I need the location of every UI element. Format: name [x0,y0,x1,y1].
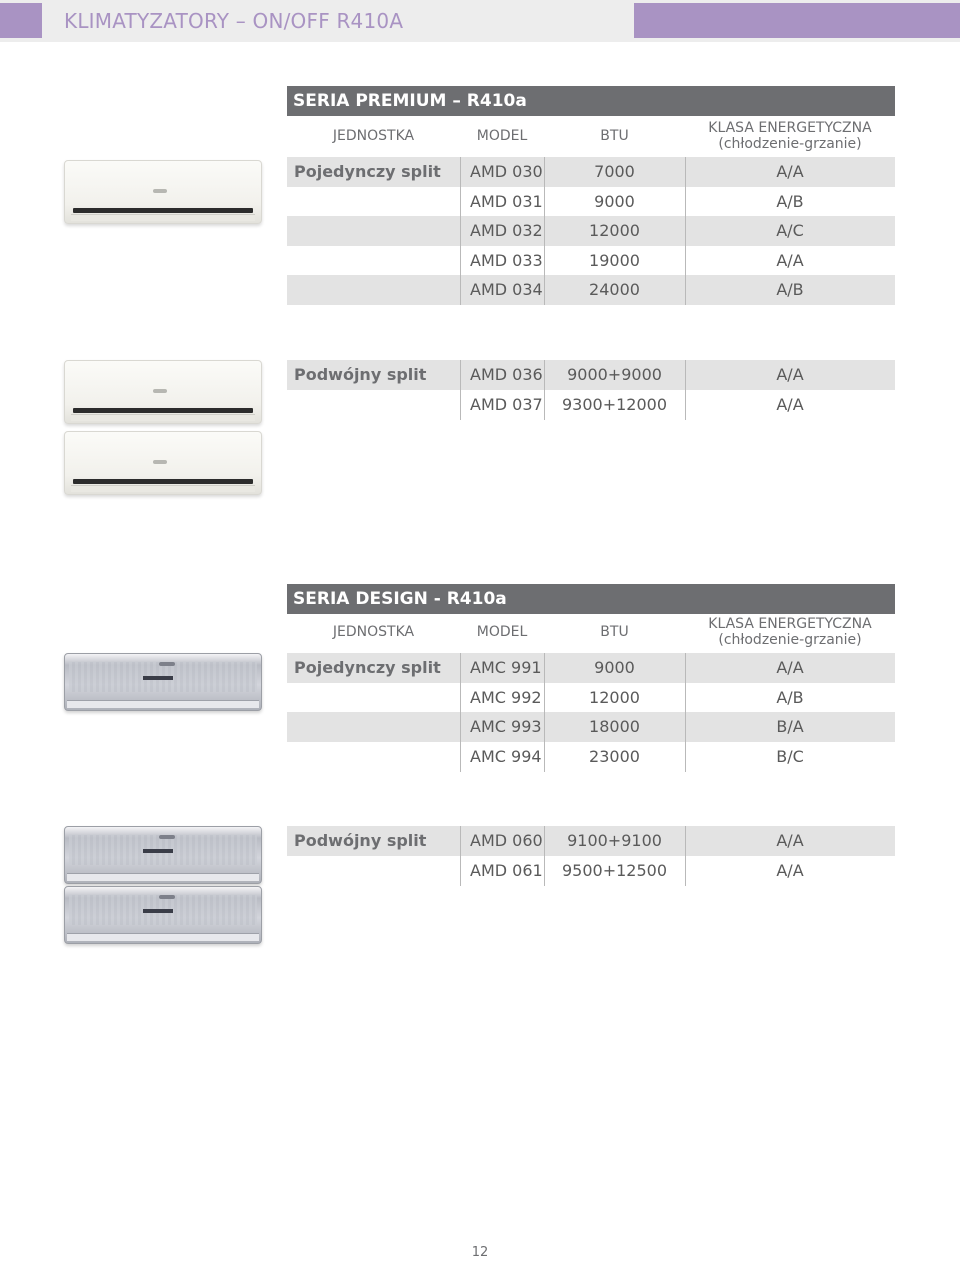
energy-class-cell: A/A [776,251,804,270]
table-row [287,187,895,217]
header-accent-right [634,3,960,38]
btu-cell: 9000+9000 [567,365,662,384]
col-header-model: MODEL [476,624,528,640]
btu-cell: 9300+12000 [561,395,668,414]
header-accent-left [0,3,42,38]
btu-cell: 9000 [594,658,635,677]
table-row [287,683,895,713]
col-header-model: MODEL [476,128,528,144]
energy-class-cell: A/A [776,395,804,414]
col-header-energy-class [685,616,895,648]
page-number: 12 [471,1245,489,1260]
table-row [287,856,895,886]
energy-class-cell: A/B [776,688,804,707]
table-row [287,712,895,742]
unit-label: Podwójny split [294,365,427,384]
energy-class-cell: A/A [776,162,804,181]
model-cell: AMD 061 [470,861,543,880]
ac-unit-image-premium-single [64,160,262,224]
table-row [287,653,895,683]
energy-class-cell: A/C [776,221,804,240]
btu-cell: 9000 [594,192,635,211]
section-title-design: SERIA DESIGN - R410a [287,584,895,614]
ac-unit-image-design-single [64,653,262,711]
model-cell: AMD 036 [470,365,543,384]
energy-class-cell: A/B [776,280,804,299]
model-cell: AMD 033 [470,251,543,270]
btu-cell: 12000 [589,221,640,240]
model-cell: AMC 993 [470,717,542,736]
unit-label: Podwójny split [294,831,427,850]
col-header-energy-class-line2: (chłodzenie-grzanie) [718,632,862,648]
page-title: KLIMATYZATORY – ON/OFF R410A [64,9,404,33]
ac-unit-image-design-double-1 [64,826,262,884]
energy-class-cell: A/B [776,192,804,211]
unit-label: Pojedynczy split [294,658,441,677]
section-title-premium: SERIA PREMIUM – R410a [287,86,895,116]
col-header-btu: BTU [600,624,629,640]
col-header-energy-class-line1: KLASA ENERGETYCZNA [708,120,872,136]
btu-cell: 9500+12500 [561,861,668,880]
ac-unit-image-premium-double-2 [64,431,262,495]
model-cell: AMC 992 [470,688,542,707]
btu-cell: 18000 [589,717,640,736]
table-row [287,157,895,187]
energy-class-cell: A/A [776,831,804,850]
btu-cell: 12000 [589,688,640,707]
table-row [287,742,895,772]
unit-label: Pojedynczy split [294,162,441,181]
energy-class-cell: B/C [776,747,804,766]
col-header-energy-class [685,120,895,152]
energy-class-cell: A/A [776,365,804,384]
table-row [287,390,895,420]
col-header-energy-class-line2: (chłodzenie-grzanie) [718,136,862,152]
btu-cell: 24000 [589,280,640,299]
btu-cell: 19000 [589,251,640,270]
table-row [287,826,895,856]
col-header-unit: JEDNOSTKA [332,624,415,640]
col-header-energy-class-line1: KLASA ENERGETYCZNA [708,616,872,632]
btu-cell: 7000 [594,162,635,181]
table-row [287,360,895,390]
table-row [287,246,895,276]
ac-unit-image-premium-double-1 [64,360,262,424]
model-cell: AMD 037 [470,395,543,414]
energy-class-cell: A/A [776,861,804,880]
model-cell: AMD 032 [470,221,543,240]
table-row [287,275,895,305]
table-row [287,216,895,246]
btu-cell: 9100+9100 [567,831,662,850]
model-cell: AMC 994 [470,747,542,766]
model-cell: AMD 034 [470,280,543,299]
ac-unit-image-design-double-2 [64,886,262,944]
col-header-unit: JEDNOSTKA [332,128,415,144]
col-header-btu: BTU [600,128,629,144]
model-cell: AMD 030 [470,162,543,181]
energy-class-cell: A/A [776,658,804,677]
model-cell: AMC 991 [470,658,542,677]
model-cell: AMD 060 [470,831,543,850]
energy-class-cell: B/A [776,717,804,736]
btu-cell: 23000 [589,747,640,766]
model-cell: AMD 031 [470,192,543,211]
